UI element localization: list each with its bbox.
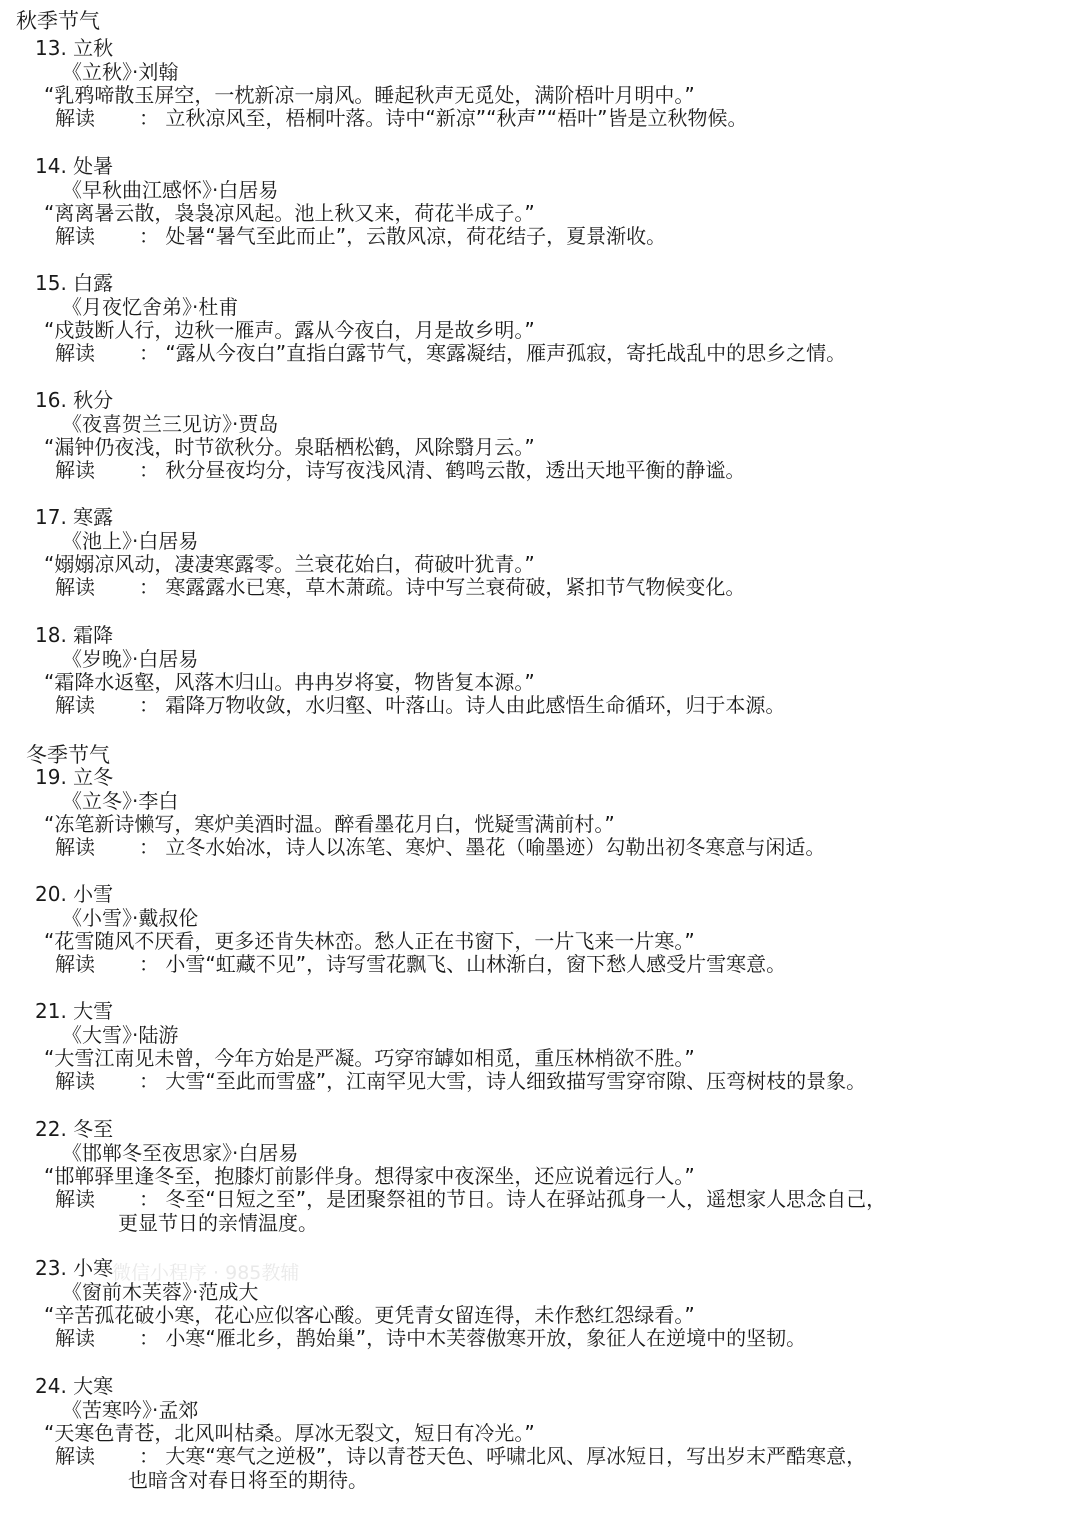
poem-title-author: 《苦寒吟》·孟郊 bbox=[62, 1398, 199, 1422]
solar-term-heading: 22. 冬至 bbox=[35, 1117, 114, 1141]
poem-quote: “乳鸦啼散玉屏空，一枕新凉一扇风。睡起秋声无觅处，满阶梧叶月明中。” bbox=[44, 83, 695, 107]
solar-term-heading: 19. 立冬 bbox=[35, 765, 114, 789]
poem-title-author: 《立冬》·李白 bbox=[62, 789, 179, 813]
interpretation bbox=[55, 341, 846, 365]
poem-title-author: 《岁晚》·白居易 bbox=[62, 647, 199, 671]
poem-quote: “戍鼓断人行，边秋一雁声。露从今夜白，月是故乡明。” bbox=[44, 318, 535, 342]
poem-quote: “邯郸驿里逢冬至，抱膝灯前影伴身。想得家中夜深坐，还应说着远行人。” bbox=[44, 1164, 695, 1188]
poem-quote: “辛苦孤花破小寒，花心应似客心酸。更凭青女留连得，未作愁红怨绿看。” bbox=[44, 1303, 695, 1327]
section-title: 冬季节气 bbox=[26, 743, 110, 767]
interpretation-continued: 更显节日的亲情温度。 bbox=[118, 1211, 318, 1235]
interpretation-label: 解读 bbox=[55, 106, 95, 130]
interpretation-text: ： 小雪“虹藏不见”，诗写雪花飘飞、山林渐白，窗下愁人感受片雪寒意。 bbox=[139, 952, 787, 976]
interpretation-text: ： 立冬水始冰，诗人以冻笔、寒炉、墨花（喻墨迹）勾勒出初冬寒意与闲适。 bbox=[139, 835, 826, 859]
interpretation-text: ： 冬至“日短之至”，是团聚祭祖的节日。诗人在驿站孤身一人，遥想家人思念自己， bbox=[139, 1187, 887, 1211]
solar-term-heading: 15. 白露 bbox=[35, 271, 114, 295]
interpretation-label: 解读 bbox=[55, 1187, 95, 1211]
poem-quote: “冻笔新诗懒写，寒炉美酒时温。醉看墨花月白，恍疑雪满前村。” bbox=[44, 812, 615, 836]
interpretation bbox=[55, 575, 745, 599]
interpretation-label: 解读 bbox=[55, 1444, 95, 1468]
poem-quote: “嫋嫋凉风动，凄凄寒露零。兰衰花始白，荷破叶犹青。” bbox=[44, 552, 535, 576]
poem-title-author: 《立秋》·刘翰 bbox=[62, 60, 179, 84]
solar-term-heading: 14. 处暑 bbox=[35, 154, 114, 178]
interpretation-text: ： 寒露露水已寒，草木萧疏。诗中写兰衰荷破，紧扣节气物候变化。 bbox=[139, 575, 746, 599]
interpretation-label: 解读 bbox=[55, 575, 95, 599]
interpretation-label: 解读 bbox=[55, 341, 95, 365]
poem-title-author: 《早秋曲江感怀》·白居易 bbox=[62, 178, 279, 202]
poem-title-author: 《邯郸冬至夜思家》·白居易 bbox=[62, 1141, 299, 1165]
interpretation-text: ： 小寒“雁北乡，鹊始巢”，诗中木芙蓉傲寒开放，象征人在逆境中的坚韧。 bbox=[139, 1326, 807, 1350]
interpretation-label: 解读 bbox=[55, 224, 95, 248]
interpretation bbox=[55, 458, 745, 482]
solar-term-heading: 16. 秋分 bbox=[35, 388, 114, 412]
solar-term-heading: 17. 寒露 bbox=[35, 505, 114, 529]
solar-term-heading: 18. 霜降 bbox=[35, 623, 114, 647]
interpretation-label: 解读 bbox=[55, 835, 95, 859]
interpretation-text: ： 处暑“暑气至此而止”，云散风凉，荷花结子，夏景渐收。 bbox=[139, 224, 667, 248]
poem-quote: “花雪随风不厌看，更多还肯失林峦。愁人正在书窗下，一片飞来一片寒。” bbox=[44, 929, 695, 953]
watermark: 微信小程序 · 985教辅 bbox=[112, 1262, 300, 1284]
interpretation bbox=[55, 224, 666, 248]
poem-title-author: 《月夜忆舍弟》·杜甫 bbox=[62, 295, 239, 319]
interpretation-text: ： 霜降万物收敛，水归壑、叶落山。诗人由此感悟生命循环，归于本源。 bbox=[139, 693, 786, 717]
interpretation bbox=[55, 835, 825, 859]
poem-quote: “霜降水返壑，风落木归山。冉冉岁将宴，物皆复本源。” bbox=[44, 670, 535, 694]
interpretation-label: 解读 bbox=[55, 458, 95, 482]
poem-quote: “漏钟仍夜浅，时节欲秋分。泉聒栖松鹤，风除翳月云。” bbox=[44, 435, 535, 459]
interpretation-text: ： 秋分昼夜均分，诗写夜浅风清、鹤鸣云散，透出天地平衡的静谧。 bbox=[139, 458, 746, 482]
interpretation bbox=[55, 1444, 866, 1468]
interpretation-text: ： 大雪“至此而雪盛”，江南罕见大雪，诗人细致描写雪穿帘隙、压弯树枝的景象。 bbox=[139, 1069, 867, 1093]
interpretation-label: 解读 bbox=[55, 1069, 95, 1093]
interpretation bbox=[55, 1069, 866, 1093]
poem-quote: “大雪江南见未曾，今年方始是严凝。巧穿帘罅如相觅，重压林梢欲不胜。” bbox=[44, 1046, 695, 1070]
poem-title-author: 《大雪》·陆游 bbox=[62, 1023, 179, 1047]
solar-term-heading: 21. 大雪 bbox=[35, 999, 114, 1023]
solar-term-heading: 13. 立秋 bbox=[35, 36, 114, 60]
interpretation-label: 解读 bbox=[55, 1326, 95, 1350]
interpretation-text: ： 立秋凉风至，梧桐叶落。诗中“新凉”“秋声”“梧叶”皆是立秋物候。 bbox=[139, 106, 748, 130]
poem-quote: “离离暑云散，袅袅凉风起。池上秋又来，荷花半成子。” bbox=[44, 201, 535, 225]
poem-quote: “天寒色青苍，北风叫枯桑。厚冰无裂文，短日有冷光。” bbox=[44, 1421, 535, 1445]
interpretation bbox=[55, 952, 786, 976]
interpretation bbox=[55, 693, 785, 717]
interpretation bbox=[55, 1187, 886, 1211]
solar-term-heading: 24. 大寒 bbox=[35, 1374, 114, 1398]
interpretation-text: ： “露从今夜白”直指白露节气，寒露凝结，雁声孤寂，寄托战乱中的思乡之情。 bbox=[139, 341, 847, 365]
interpretation-text: ： 大寒“寒气之逆极”，诗以青苍天色、呼啸北风、厚冰短日，写出岁末严酷寒意， bbox=[139, 1444, 867, 1468]
solar-term-heading: 23. 小寒 bbox=[35, 1256, 114, 1280]
interpretation bbox=[55, 106, 748, 130]
solar-term-heading: 20. 小雪 bbox=[35, 882, 114, 906]
poem-title-author: 《窗前木芙蓉》·范成大 bbox=[62, 1280, 259, 1304]
poem-title-author: 《池上》·白居易 bbox=[62, 529, 199, 553]
poem-title-author: 《小雪》·戴叔伦 bbox=[62, 906, 199, 930]
interpretation-continued: 也暗含对春日将至的期待。 bbox=[128, 1468, 368, 1492]
poem-title-author: 《夜喜贺兰三见访》·贾岛 bbox=[62, 412, 279, 436]
interpretation bbox=[55, 1326, 806, 1350]
interpretation-label: 解读 bbox=[55, 693, 95, 717]
section-title: 秋季节气 bbox=[16, 9, 100, 33]
interpretation-label: 解读 bbox=[55, 952, 95, 976]
